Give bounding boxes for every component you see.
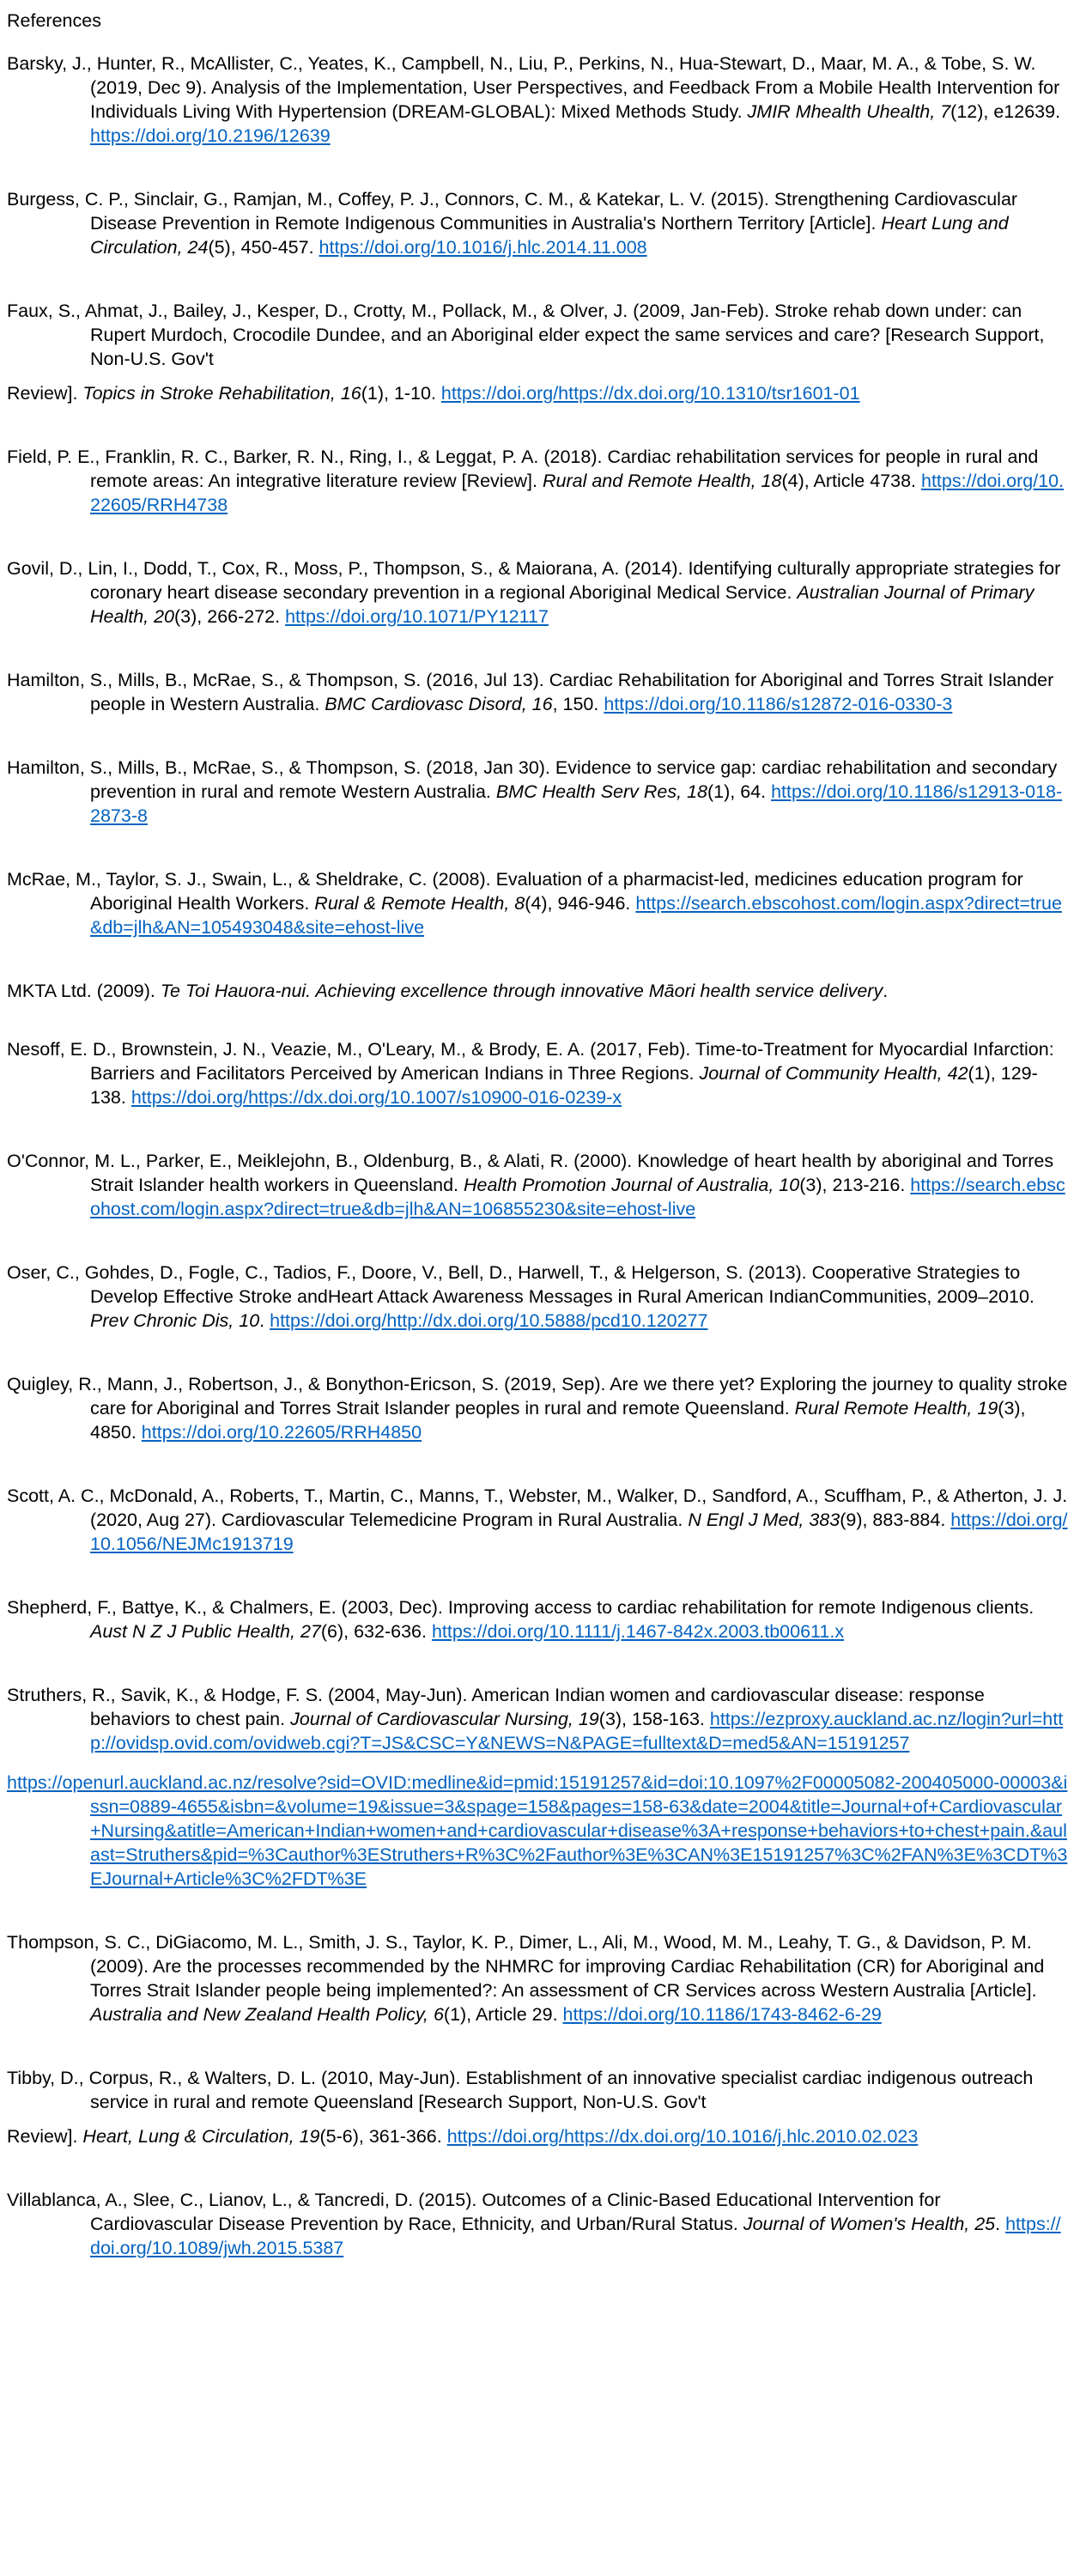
reference-entry [7,979,1068,1003]
reference-pages: (3), 158-163. [598,1709,710,1729]
reference-text: O'Connor, M. L., Parker, E., Meiklejohn, B., Oldenburg, B., & Alati, R. (2000). Knowledge of heart health by aboriginal and Torres Strait Islander health workers in Queensland. [7,1151,1054,1195]
reference-pages: . [259,1310,270,1331]
reference-continuation [7,1771,1068,1891]
reference-text: Burgess, C. P., Sinclair, G., Ramjan, M., Coffey, P. J., Connors, C. M., & Katekar, L. V. (2015). Strengthening Cardiovascular Disease Prevention in Remote Indigenous Communities in Australia's Northern Territory [Article]. [7,189,1018,234]
reference-entry [7,756,1068,828]
reference-link[interactable]: https://doi.org/https://dx.doi.org/10.1310/tsr1601-01 [440,383,860,404]
reference-pages: (5), 450-457. [208,237,319,258]
journal-title: JMIR Mhealth Uhealth, 7 [747,101,951,122]
journal-title: Rural & Remote Health, 8 [314,893,525,914]
reference-link[interactable]: https://openurl.auckland.ac.nz/resolve?sid=OVID:medline&id=pmid:15191257&id=doi:10.1097%2F00005082-200405000-00003&issn=0889-4655&isbn=&volume=19&issue=3&spage=158&pages=158-63&date=2004&title=Journal+of+Cardiovascular+Nursing&atitle=American+Indian+women+and+cardiovascular+disease%3A+response+behaviors+to+chest+pain.&aulast=Struthers&pid=%3Cauthor%3EStruthers+R%3C%2Fauthor%3E%3CAN%3E15191257%3C%2FAN%3E%3CDT%3EJournal+Article%3C%2FDT%3E [7,1772,1068,1889]
journal-title: BMC Cardiovasc Disord, 16 [325,694,553,714]
journal-title: Australian Journal of Primary Health, 20 [90,582,1034,627]
reference-entry [7,1037,1068,1109]
journal-title: N Engl J Med, 383 [688,1510,840,1530]
reference-text: Tibby, D., Corpus, R., & Walters, D. L. (2010, May-Jun). Establishment of an innovative specialist cardiac indigenous outreach service in rural and remote Queensland [Research Support, Non-U.S. Gov't [7,2068,1034,2112]
reference-link[interactable]: https://doi.org/10.1016/j.hlc.2014.11.008 [319,237,647,258]
reference-pages: (6), 632-636. [320,1621,432,1642]
reference-entry [7,1261,1068,1333]
reference-text: Nesoff, E. D., Brownstein, J. N., Veazie, M., O'Leary, M., & Brody, E. A. (2017, Feb). Time-to-Treatment for Myocardial Infarction: Barriers and Facilitators Perceived by American Indians in Three Regions. [7,1039,1054,1084]
reference-pages: (4), Article 4738. [781,471,921,491]
reference-pages: (3), 266-272. [174,606,286,627]
reference-entry [7,1595,1068,1643]
book-title: Te Toi Hauora-nui. Achieving excellence through innovative Māori health service delivery [160,981,883,1001]
reference-link[interactable]: https://doi.org/10.1089/jwh.2015.5387 [90,2214,1061,2258]
reference-entry [7,187,1068,259]
reference-link[interactable]: https://doi.org/10.2196/12639 [90,125,331,146]
reference-text: Oser, C., Gohdes, D., Fogle, C., Tadios, F., Doore, V., Bell, D., Harwell, T., & Helgerson, S. (2013). Cooperative Strategies to Develop Effective Stroke andHeart Attack Awareness Messages in Rural American IndianCommunities, 2009–2010. [7,1262,1034,1307]
reference-text: Hamilton, S., Mills, B., McRae, S., & Thompson, S. (2016, Jul 13). Cardiac Rehabilitation for Aboriginal and Torres Strait Islander people in Western Australia. [7,670,1054,714]
reference-link[interactable]: https://search.ebscohost.com/login.aspx?direct=true&db=jlh&AN=105493048&site=ehost-live [90,893,1062,938]
reference-pages: . [995,2214,1006,2234]
reference-continuation [7,381,1068,405]
reference-pages: . [883,981,889,1001]
reference-entry [7,1484,1068,1556]
reference-pages: (3), 4850. [90,1398,1026,1443]
reference-entry [7,1149,1068,1221]
reference-pages: (12), e12639. [950,101,1061,122]
reference-entry [7,1683,1068,1755]
reference-entry [7,867,1068,939]
reference-link[interactable]: https://doi.org/10.22605/RRH4850 [141,1422,422,1443]
reference-pages: (4), 946-946. [525,893,636,914]
reference-text: Faux, S., Ahmat, J., Bailey, J., Kesper, D., Crotty, M., Pollack, M., & Olver, J. (2009, Jan-Feb). Stroke rehab down under: can Rupert Murdoch, Crocodile Dundee, and an Aboriginal elder expect the same services and care? [Research Support, Non-U.S. Gov't [7,301,1045,369]
reference-link[interactable]: https://doi.org/10.1186/1743-8462-6-29 [562,2004,882,2025]
reference-text: Scott, A. C., McDonald, A., Roberts, T., Martin, C., Manns, T., Webster, M., Walker, D., Sandford, A., Scuffham, P., & Atherton, J. J. (2020, Aug 27). Cardiovascular Telemedicine Program in Rural Australia. [7,1485,1068,1530]
reference-link[interactable]: https://doi.org/10.22605/RRH4738 [90,471,1065,515]
journal-title: Topics in Stroke Rehabilitation, 16 [82,383,361,404]
journal-title: Heart Lung and Circulation, 24 [90,213,1009,258]
reference-link[interactable]: https://doi.org/https://dx.doi.org/10.1007/s10900-016-0239-x [130,1087,622,1108]
journal-title: Rural and Remote Health, 18 [542,471,782,491]
reference-pages: (1), 129-138. [90,1063,1038,1108]
reference-entry [7,52,1068,148]
journal-title: Journal of Cardiovascular Nursing, 19 [290,1709,599,1729]
reference-text: Villablanca, A., Slee, C., Lianov, L., & Tancredi, D. (2015). Outcomes of a Clinic-Based Educational Intervention for Cardiovascular Disease Prevention by Race, Ethnicity, and Urban/Rural Status. [7,2190,941,2234]
reference-text: Thompson, S. C., DiGiacomo, M. L., Smith, J. S., Taylor, K. P., Dimer, L., Ali, M., Wood, M. M., Leahy, T. G., & Davidson, P. M. (2009). Are the processes recommended by the NHMRC for improving Cardiac Rehabilitation (CR) for Aboriginal and Torres Strait Islander people being implemented?: An assessment of CR Services across Western Australia [Article]. [7,1932,1045,2001]
reference-text: McRae, M., Taylor, S. J., Swain, L., & Sheldrake, C. (2008). Evaluation of a pharmacist-led, medicines education program for Aboriginal Health Workers. [7,869,1023,914]
journal-title: Journal of Women's Health, 25 [743,2214,996,2234]
page-title: References [7,10,101,31]
reference-continuation [7,2124,1068,2148]
journal-title: Journal of Community Health, 42 [699,1063,968,1084]
reference-text: Shepherd, F., Battye, K., & Chalmers, E. (2003, Dec). Improving access to cardiac rehabilitation for remote Indigenous clients. [7,1597,1034,1618]
reference-entry [7,668,1068,716]
reference-pages: (1), 1-10. [361,383,441,404]
reference-entry [7,1930,1068,2026]
reference-text: Quigley, R., Mann, J., Robertson, J., & Bonython-Ericson, S. (2019, Sep). Are we there yet? Exploring the journey to quality stroke care for Aboriginal and Torres Strait Islander peoples in rural and remote Queensland. [7,1374,1068,1419]
reference-pages: (9), 883-884. [840,1510,951,1530]
reference-link[interactable]: https://doi.org/10.1056/NEJMc1913719 [90,1510,1068,1554]
reference-entry [7,445,1068,517]
reference-text: MKTA Ltd. (2009). [7,981,161,1001]
reference-entry [7,2066,1068,2114]
reference-pages: , 150. [552,694,604,714]
reference-pages: (5-6), 361-366. [319,2126,447,2147]
reference-entry [7,1372,1068,1444]
reference-link[interactable]: https://doi.org/10.1071/PY12117 [285,606,549,627]
reference-link[interactable]: https://doi.org/https://dx.doi.org/10.1016/j.hlc.2010.02.023 [446,2126,919,2147]
reference-link[interactable]: https://doi.org/10.1186/s12872-016-0330-3 [604,694,953,714]
reference-entry [7,556,1068,629]
journal-title: Heart, Lung & Circulation, 19 [82,2126,320,2147]
journal-title: Aust N Z J Public Health, 27 [90,1621,321,1642]
reference-entry [7,299,1068,371]
journal-title: Rural Remote Health, 19 [794,1398,998,1419]
reference-text: Hamilton, S., Mills, B., McRae, S., & Thompson, S. (2018, Jan 30). Evidence to service gap: cardiac rehabilitation and secondary prevention in rural and remote Western Australia. [7,757,1058,802]
reference-text: Review]. [7,383,83,404]
reference-link[interactable]: https://doi.org/10.1186/s12913-018-2873-8 [90,781,1063,826]
reference-text: Review]. [7,2126,83,2147]
reference-pages: (1), 64. [707,781,772,802]
reference-link[interactable]: https://ezproxy.auckland.ac.nz/login?url=http://ovidsp.ovid.com/ovidweb.cgi?T=JS&CSC=Y&NEWS=N&PAGE=fulltext&D=med5&AN=15191257 [90,1709,1064,1753]
reference-entry [7,2188,1068,2260]
reference-link[interactable]: https://doi.org/10.1111/j.1467-842x.2003.tb00611.x [431,1621,845,1642]
reference-link[interactable]: https://search.ebscohost.com/login.aspx?direct=true&db=jlh&AN=106855230&site=ehost-live [90,1175,1065,1219]
reference-link[interactable]: https://doi.org/http://dx.doi.org/10.5888/pcd10.120277 [270,1310,708,1331]
journal-title: Health Promotion Journal of Australia, 10 [464,1175,800,1195]
reference-text: Field, P. E., Franklin, R. C., Barker, R. N., Ring, I., & Leggat, P. A. (2018). Cardiac rehabilitation services for people in rural and remote areas: An integrative literature review [Review]. [7,447,1039,491]
journal-title: BMC Health Serv Res, 18 [495,781,707,802]
reference-text: Govil, D., Lin, I., Dodd, T., Cox, R., Moss, P., Thompson, S., & Maiorana, A. (2014). Identifying culturally appropriate strategies for coronary heart disease secondary prevention in a regional Aboriginal Medical Service. [7,558,1061,603]
journal-title: Prev Chronic Dis, 10 [90,1310,260,1331]
reference-pages: (3), 213-216. [799,1175,911,1195]
journal-title: Australia and New Zealand Health Policy, 6 [90,2004,444,2025]
reference-text: Barsky, J., Hunter, R., McAllister, C., Yeates, K., Campbell, N., Liu, P., Perkins, N., Hua-Stewart, D., Maar, M. A., & Tobe, S. W. (2019, Dec 9). Analysis of the Implementation, User Perspectives, and Feedback From a Mobile Health Intervention for Individuals Living With Hypertension (DREAM-GLOBAL): Mixed Methods Study. [7,53,1060,122]
reference-text: Struthers, R., Savik, K., & Hodge, F. S. (2004, May-Jun). American Indian women and cardiovascular disease: response behaviors to chest pain. [7,1685,985,1729]
reference-pages: (1), Article 29. [443,2004,563,2025]
